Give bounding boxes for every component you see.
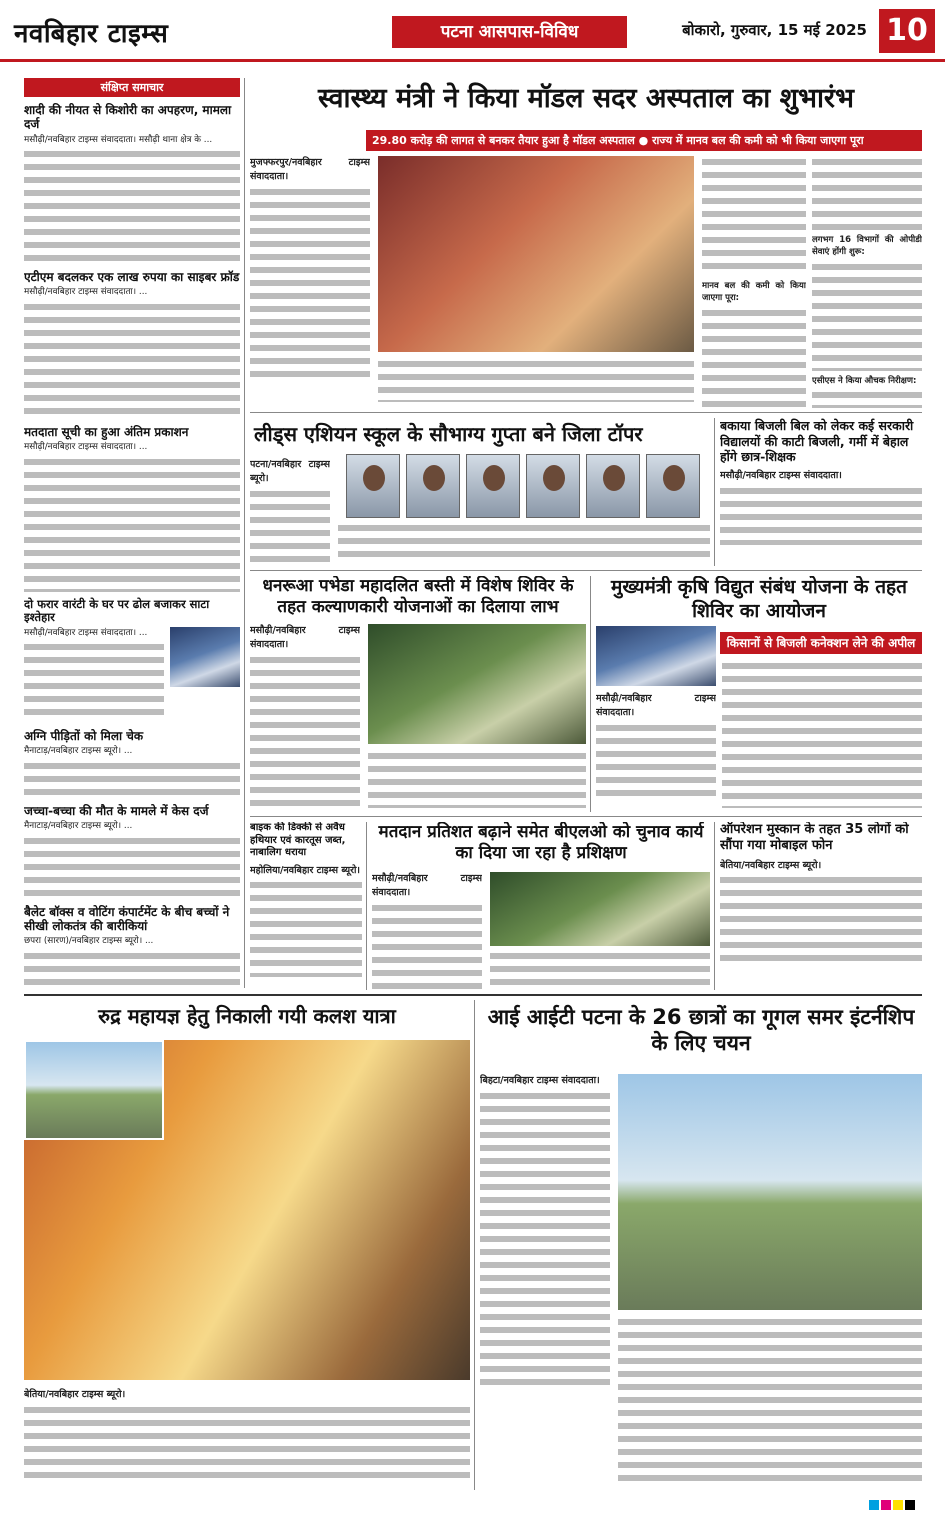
muskan-headline: ऑपरेशन मुस्कान के तहत 35 लोगों को सौंपा गया मोबाइल फोन	[720, 822, 909, 854]
paper-name: नवबिहार टाइम्स	[14, 19, 169, 49]
cyan-mark	[869, 1500, 879, 1510]
muskan-story	[720, 822, 922, 990]
section-label: पटना आसपास-विविध	[392, 16, 627, 48]
brief-item	[24, 425, 240, 592]
weapon-byline: महोलिया/नवबिहार टाइम्स ब्यूरो।	[250, 864, 361, 876]
brief-headline: अग्नि पीड़ितों को मिला चेक	[24, 729, 144, 744]
kalash-inset-photo	[24, 1040, 164, 1140]
lead-subhead-2: लगभग 16 विभागों की ओपीडी सेवाएं होंगी शुरू:	[812, 235, 922, 258]
yellow-mark	[893, 1500, 903, 1510]
brief-item	[24, 905, 240, 989]
krishi-byline: मसौढ़ी/नवबिहार टाइम्स संवाददाता।	[596, 693, 716, 718]
brief-headline: जच्चा-बच्चा की मौत के मामले में केस दर्ज	[24, 803, 209, 818]
kalash-byline: बेतिया/नवबिहार टाइम्स ब्यूरो।	[24, 1389, 126, 1400]
brief-item	[24, 103, 240, 264]
lead-byline: मुजफ्फरपुर/नवबिहार टाइम्स संवाददाता।	[250, 157, 370, 182]
camp-photo	[368, 624, 586, 744]
toppers-headline: लीड्स एशियन स्कूल के सौभाग्य गुप्ता बने जिला टॉपर	[254, 422, 643, 446]
inauguration-photo	[378, 156, 694, 352]
electricity-headline: बकाया बिजली बिल को लेकर कई सरकारी विद्यालयों की काटी बिजली, गर्मी में बेहाल होंगे छात्र-शिक्षक	[720, 418, 914, 465]
masthead	[0, 0, 945, 62]
kalash-headline: रुद्र महायज्ञ हेतु निकाली गयी कलश यात्रा	[98, 1004, 396, 1028]
topper-photo	[466, 454, 520, 518]
topper-photo	[406, 454, 460, 518]
lead-subhead-3: एसीएस ने किया औचक निरीक्षण:	[812, 375, 917, 386]
weapon-story	[250, 822, 362, 990]
issue-date: बोकारो, गुरुवार, 15 मई 2025	[682, 21, 867, 39]
lead-headline: स्वास्थ्य मंत्री ने किया मॉडल सदर अस्पताल का शुभारंभ	[318, 83, 854, 114]
brief-text: मसौढ़ी/नवबिहार टाइम्स संवाददाता। ...	[24, 627, 164, 719]
iit-story	[480, 1000, 922, 1490]
topper-photo	[526, 454, 580, 518]
brief-item	[24, 804, 240, 899]
iit-campus-photo	[618, 1074, 922, 1310]
magenta-mark	[881, 1500, 891, 1510]
camp-story	[250, 576, 586, 812]
blo-headline: मतदान प्रतिशत बढ़ाने समेत बीएलओ को चुनाव कार्य का दिया जा रहा है प्रशिक्षण	[378, 822, 704, 864]
brief-text: मसौढ़ी/नवबिहार टाइम्स संवाददाता। ...	[24, 286, 240, 418]
topper-photo	[586, 454, 640, 518]
news-briefs-column	[24, 78, 240, 988]
lead-subhead-1: मानव बल की कमी को किया जाएगा पूरा:	[702, 281, 806, 304]
kalash-story	[24, 1000, 470, 1490]
brief-item	[24, 270, 240, 419]
brief-item	[24, 729, 240, 798]
brief-text: मैनाटाड़/नवबिहार टाइम्स ब्यूरो। ...	[24, 820, 240, 898]
electricity-story	[720, 418, 922, 566]
iit-byline: बिहटा/नवबिहार टाइम्स संवाददाता।	[480, 1075, 600, 1086]
black-mark	[905, 1500, 915, 1510]
toppers-story	[250, 418, 710, 566]
krishi-story	[596, 576, 922, 812]
brief-text: छपरा (सारण)/नवबिहार टाइम्स ब्यूरो। ...	[24, 935, 240, 988]
print-color-marks	[869, 1500, 915, 1510]
brief-headline: एटीएम बदलकर एक लाख रुपया का साइबर फ्रॉड	[24, 270, 240, 285]
camp-headline: धनरूआ पभेडा महादलित बस्ती में विशेष शिविर के तहत कल्याणकारी योजनाओं का दिलाया लाभ	[262, 576, 574, 618]
brief-headline: दो फरार वारंटी के घर पर ढोल बजाकर साटा इश्तेहार	[24, 596, 210, 625]
camp-byline: मसौढ़ी/नवबिहार टाइम्स संवाददाता।	[250, 625, 360, 650]
blo-training-photo	[490, 872, 710, 946]
lead-story	[250, 78, 922, 408]
electricity-byline: मसौढ़ी/नवबिहार टाइम्स संवाददाता।	[720, 469, 842, 481]
briefs-title: संक्षिप्त समाचार	[24, 78, 240, 97]
brief-item	[24, 598, 240, 724]
brief-text: मैनाटाड़/नवबिहार टाइम्स ब्यूरो। ...	[24, 745, 240, 797]
weapon-headline: बाइक की डिक्की से अवैध हथियार एवं कारतूस जब्त, नाबालिग धराया	[250, 822, 346, 858]
krishi-photo	[596, 626, 716, 686]
brief-text: मसौढ़ी/नवबिहार टाइम्स संवाददाता। ...	[24, 441, 240, 591]
page-number: 10	[879, 9, 935, 53]
topper-photo	[646, 454, 700, 518]
lead-subheadline: 29.80 करोड़ की लागत से बनकर तैयार हुआ है मॉडल अस्पताल ● राज्य में मानव बल की कमी को भी किया जाएगा पूरा	[366, 130, 922, 151]
krishi-headline: मुख्यमंत्री कृषि विद्युत संबंध योजना के तहत शिविर का आयोजन	[611, 576, 907, 622]
blo-story	[372, 822, 710, 990]
brief-headline: बैलेट बॉक्स व वोटिंग कंपार्टमेंट के बीच बच्चों ने सीखी लोकतंत्र की बारीकियां	[24, 904, 230, 933]
iit-headline: आई आईटी पटना के 26 छात्रों का गूगल समर इंटर्नशिप के लिए चयन	[487, 1005, 915, 1056]
toppers-byline: पटना/नवबिहार टाइम्स ब्यूरो।	[250, 459, 330, 484]
krishi-strip: किसानों से बिजली कनेक्शन लेने की अपील	[720, 632, 922, 654]
brief-text: मसौढ़ी/नवबिहार टाइम्स संवाददाता। मसौढ़ी थाना क्षेत्र के ...	[24, 134, 240, 264]
brief-headline: शादी की नीयत से किशोरी का अपहरण, मामला दर्ज	[24, 103, 232, 132]
brief-headline: मतदाता सूची का हुआ अंतिम प्रकाशन	[24, 424, 189, 439]
warrant-photo	[170, 627, 240, 687]
muskan-byline: बेतिया/नवबिहार टाइम्स ब्यूरो।	[720, 859, 822, 871]
blo-byline: मसौढ़ी/नवबिहार टाइम्स संवाददाता।	[372, 873, 482, 898]
topper-photo	[346, 454, 400, 518]
